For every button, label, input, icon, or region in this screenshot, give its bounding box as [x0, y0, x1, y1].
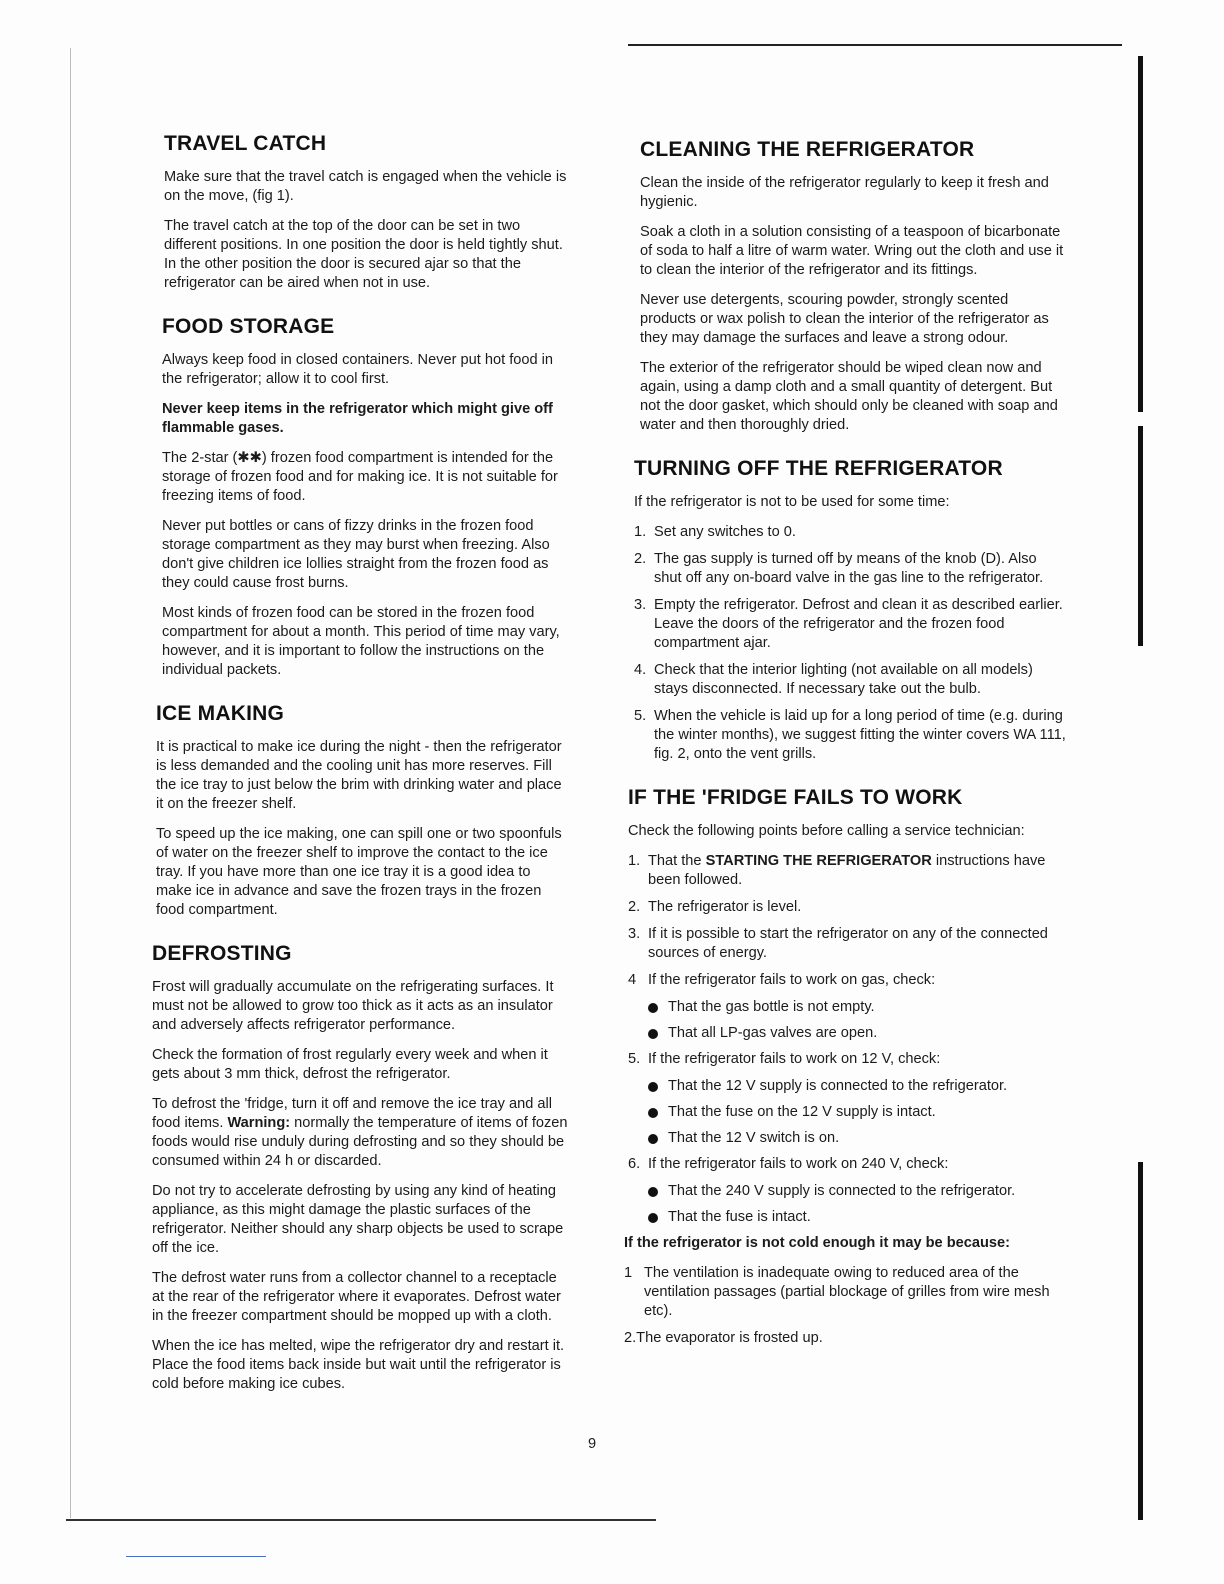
turning-off-intro: If the refrigerator is not to be used for some time: — [634, 494, 950, 510]
page-number: 9 — [588, 1436, 597, 1452]
bullet-icon — [648, 1029, 658, 1039]
ice-making-heading: ICE MAKING — [156, 702, 284, 725]
bullet-item: That the fuse on the 12 V supply is intact. — [648, 1103, 1066, 1122]
food-storage-p1: Always keep food in closed containers. Never put hot food in the refrigerator; allow it to cool first. — [162, 352, 554, 387]
list-item: 1 The ventilation is inadequate owing to reduced area of the ventilation passages (partial blockage of grilles from wire mesh etc). — [624, 1265, 1050, 1319]
bullet-item: That the fuse is intact. — [648, 1208, 1066, 1227]
left-column — [150, 132, 570, 1416]
travel-catch-p1: Make sure that the travel catch is engaged when the vehicle is on the move, (fig 1). — [164, 169, 567, 204]
list-item: 2.The evaporator is frosted up. — [624, 1330, 823, 1346]
top-rule — [628, 44, 1122, 46]
bullet-icon — [648, 1187, 658, 1197]
bullet-icon — [648, 1108, 658, 1118]
fails-list — [628, 852, 1066, 990]
defrosting-section — [152, 942, 570, 1394]
food-storage-p4: Never put bottles or cans of fizzy drinks in the frozen food storage compartment as they may burst when freezing. Also don't give children ice lollies straight from the frozen food as they could cause frost burns. — [162, 518, 550, 591]
cleaning-section — [640, 138, 1066, 435]
240v-checks — [628, 1182, 1066, 1227]
cleaning-p4: The exterior of the refrigerator should be wiped clean now and again, using a damp cloth and a small quantity of detergent. But not the door gasket, which should only be cleaned with soap and water and then thoroughly dried. — [640, 360, 1058, 433]
list-item: 6. If the refrigerator fails to work on 240 V, check: — [628, 1156, 949, 1172]
bullet-item: That all LP-gas valves are open. — [648, 1024, 1066, 1043]
travel-catch-p2: The travel catch at the top of the door can be set in two different positions. In one position the door is held tightly shut. In the other position the door is secured ajar so that the refrigerator can be aired when not in use. — [164, 218, 563, 291]
margin-bar-3 — [1138, 1162, 1143, 1520]
fails-intro: Check the following points before calling a service technician: — [628, 823, 1025, 839]
cleaning-p3: Never use detergents, scouring powder, strongly scented products or wax polish to clean the interior of the refrigerator as they may damage the surfaces and leave a strong odour. — [640, 292, 1049, 346]
defrosting-p1: Frost will gradually accumulate on the refrigerating surfaces. It must not be allowed to grow too thick as it acts as an insulator and adversely affects refrigerator performance. — [152, 979, 554, 1033]
ice-making-p2: To speed up the ice making, one can spill one or two spoonfuls of water on the freezer shelf to improve the contact to the ice tray. If you have more than one ice tray it is a good idea to make ice in advance and save the frozen trays in the frozen food compartment. — [156, 826, 562, 918]
bullet-item: That the 12 V supply is connected to the refrigerator. — [648, 1077, 1066, 1096]
food-storage-p5: Most kinds of frozen food can be stored in the frozen food compartment for about a month. This period of time may vary, however, and it is important to follow the instructions on the individual packets. — [162, 605, 560, 678]
food-storage-heading: FOOD STORAGE — [162, 315, 335, 338]
fails-list-6 — [628, 1155, 1066, 1174]
list-item: 3. Empty the refrigerator. Defrost and clean it as described earlier. Leave the doors of the refrigerator and the frozen food compartment ajar. — [634, 597, 1063, 651]
margin-bar-2 — [1138, 426, 1143, 646]
travel-catch-heading: TRAVEL CATCH — [164, 132, 327, 155]
cleaning-p2: Soak a cloth in a solution consisting of a teaspoon of bicarbonate of soda to half a litre of warm water. Wring out the cloth and use it to clean the interior of the refrigerator and its fittings. — [640, 224, 1064, 278]
not-cold-list — [624, 1264, 1066, 1348]
right-column — [626, 138, 1066, 1370]
food-storage-section — [162, 315, 570, 680]
fails-heading: IF THE 'FRIDGE FAILS TO WORK — [628, 786, 963, 809]
12v-checks — [628, 1077, 1066, 1148]
defrosting-p3: To defrost the 'fridge, turn it off and remove the ice tray and all food items. Warning: normally the temperature of items of fozen foods would rise unduly during defrosting and so they should be consumed within 24 h or discarded. — [152, 1096, 568, 1169]
fails-list-5 — [628, 1050, 1066, 1069]
list-item: 4 If the refrigerator fails to work on gas, check: — [628, 972, 936, 988]
list-item: 4. Check that the interior lighting (not available on all models) stays disconnected. If necessary take out the bulb. — [634, 662, 1033, 697]
bullet-icon — [648, 1213, 658, 1223]
gas-checks — [628, 998, 1066, 1043]
page-edge — [70, 48, 71, 1518]
food-storage-warning: Never keep items in the refrigerator which might give off flammable gases. — [162, 401, 553, 436]
bullet-item: That the gas bottle is not empty. — [648, 998, 1066, 1017]
turning-off-list — [634, 523, 1066, 764]
cleaning-heading: CLEANING THE REFRIGERATOR — [640, 138, 975, 161]
margin-bar-1 — [1138, 56, 1143, 412]
ice-making-section — [156, 702, 570, 920]
defrosting-p5: The defrost water runs from a collector channel to a receptacle at the rear of the refrigerator where it evaporates. Defrost water in the freezer compartment should be mopped up with a cloth. — [152, 1270, 561, 1324]
list-item: 1. That the STARTING THE REFRIGERATOR instructions have been followed. — [628, 853, 1046, 888]
not-cold-heading: If the refrigerator is not cold enough it may be because: — [624, 1235, 1010, 1251]
bullet-item: That the 12 V switch is on. — [648, 1129, 1066, 1148]
turning-off-section — [634, 457, 1066, 764]
food-storage-p3: The 2-star (✱✱) frozen food compartment is intended for the storage of frozen food and for making ice. It is not suitable for freezing items of food. — [162, 450, 558, 504]
list-item: 1. Set any switches to 0. — [634, 524, 796, 540]
turning-off-heading: TURNING OFF THE REFRIGERATOR — [634, 457, 1003, 480]
defrosting-p4: Do not try to accelerate defrosting by using any kind of heating appliance, as this might damage the plastic surfaces of the refrigerator. Neither should any sharp objects be used to scrape off the ice. — [152, 1183, 564, 1256]
bullet-icon — [648, 1082, 658, 1092]
list-item: 2. The refrigerator is level. — [628, 899, 802, 915]
cleaning-p1: Clean the inside of the refrigerator regularly to keep it fresh and hygienic. — [640, 175, 1049, 210]
fails-section — [624, 786, 1066, 1348]
list-item: 5. When the vehicle is laid up for a long period of time (e.g. during the winter months), we suggest fitting the winter covers WA 111, fig. 2, onto the vent grills. — [634, 708, 1066, 762]
defrosting-p2: Check the formation of frost regularly every week and when it gets about 3 mm thick, defrost the refrigerator. — [152, 1047, 548, 1082]
ice-making-p1: It is practical to make ice during the night - then the refrigerator is less demanded and the cooling unit has more reserves. Fill the ice tray to just below the brim with drinking water and place it on the freezer shelf. — [156, 739, 562, 812]
bullet-icon — [648, 1134, 658, 1144]
bottom-accent-rule — [126, 1556, 266, 1557]
defrosting-heading: DEFROSTING — [152, 942, 292, 965]
list-item: 3. If it is possible to start the refrigerator on any of the connected sources of energy. — [628, 926, 1048, 961]
bottom-rule — [66, 1519, 656, 1521]
defrosting-p6: When the ice has melted, wipe the refrigerator dry and restart it. Place the food items back inside but wait until the refrigerator is cold before making ice cubes. — [152, 1338, 565, 1392]
list-item: 2. The gas supply is turned off by means of the knob (D). Also shut off any on-board valve in the gas line to the refrigerator. — [634, 551, 1044, 586]
travel-catch-section — [164, 132, 570, 293]
list-item: 5. If the refrigerator fails to work on 12 V, check: — [628, 1051, 941, 1067]
bullet-icon — [648, 1003, 658, 1013]
bullet-item: That the 240 V supply is connected to the refrigerator. — [648, 1182, 1066, 1201]
